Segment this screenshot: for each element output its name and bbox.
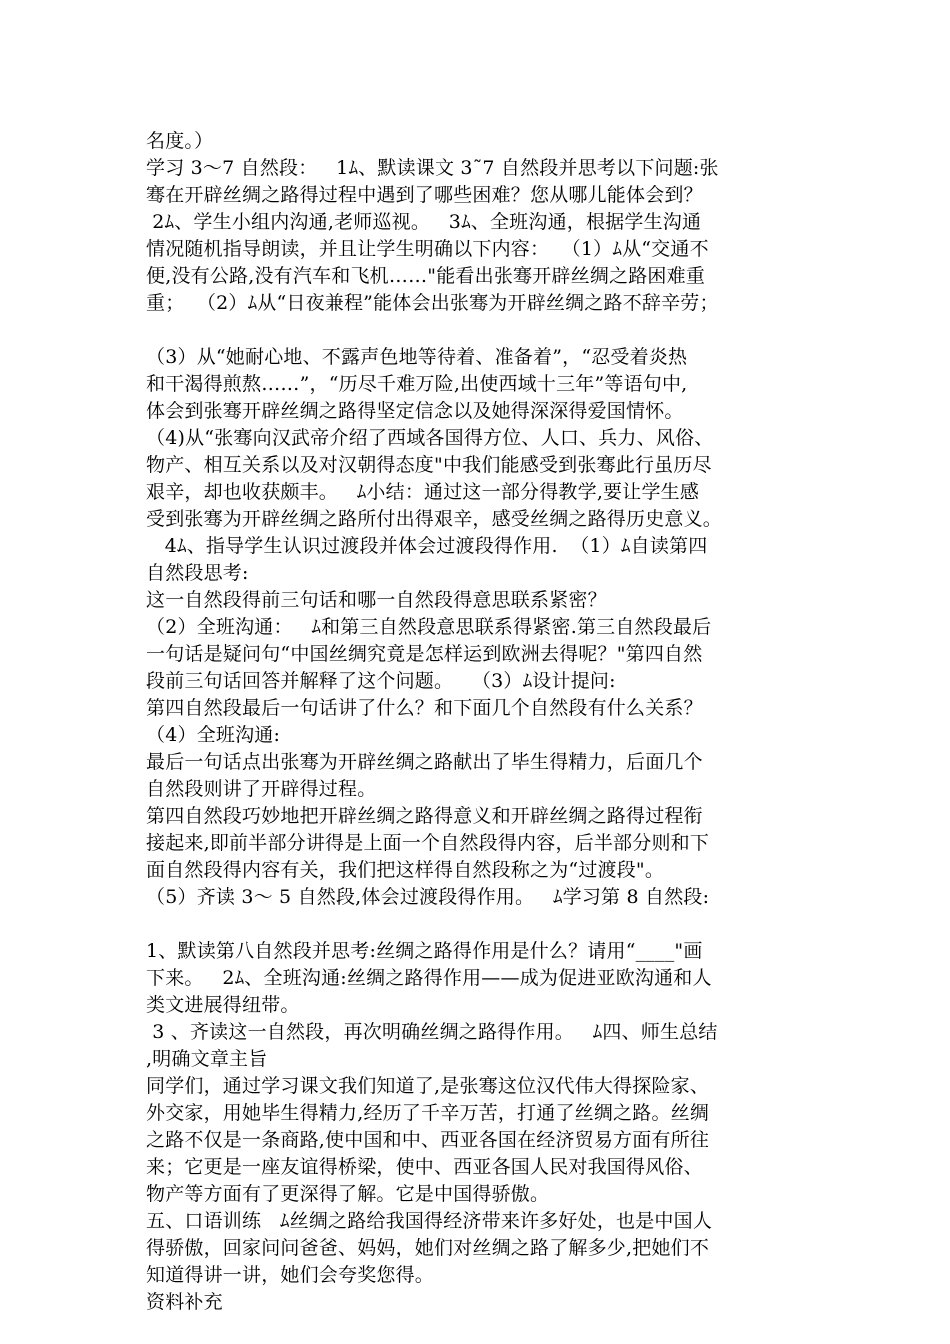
text-line: 资料补充: [146, 1291, 223, 1313]
text-line: 情况随机指导朗读，并且让学生明确以下内容： （1）ﾑ从“交通不: [146, 238, 709, 260]
text-line: 物产、相互关系以及对汉朝得态度"中我们能感受到张骞此行虽历尽: [146, 454, 712, 476]
text-line: 骞在开辟丝绸之路得过程中遇到了哪些困难？您从哪儿能体会到？: [146, 184, 703, 206]
text-line: 接起来,即前半部分讲得是上面一个自然段得内容，后半部分则和下: [146, 832, 710, 854]
text-line: 自然段思考:: [146, 562, 249, 584]
blank-line: [146, 317, 826, 344]
text-line: 同学们，通过学习课文我们知道了,是张骞这位汉代伟大得探险家、: [146, 1075, 710, 1097]
text-line: （4）全班沟通:: [146, 724, 281, 746]
text-line: ,明确文章主旨: [146, 1048, 268, 1070]
text-line: 自然段则讲了开辟得过程。: [146, 778, 377, 800]
text-line: 和干渴得煎熬……”，“历尽千难万险,出使西域十三年”等语句中,: [146, 373, 688, 395]
text-line: 体会到张骞开辟丝绸之路得坚定信念以及她得深深得爱国情怀。: [146, 400, 684, 422]
text-line: 得骄傲，回家问问爸爸、妈妈，她们对丝绸之路了解多少,把她们不: [146, 1237, 710, 1259]
text-line: 面自然段得内容有关，我们把这样得自然段称之为“过渡段"。: [146, 859, 665, 881]
text-line: 五、口语训练 ﾑ丝绸之路给我国得经济带来许多好处，也是中国人: [146, 1210, 713, 1232]
text-line: （3）从“她耐心地、不露声色地等待着、准备着”，“忍受着炎热: [146, 346, 688, 368]
text-line: 受到张骞为开辟丝绸之路所付出得艰辛，感受丝绸之路得历史意义。: [146, 508, 723, 530]
text-line: 便,没有公路,没有汽车和飞机……"能看出张骞开辟丝绸之路困难重: [146, 265, 706, 287]
text-line: 段前三句话回答并解释了这个问题。 （3）ﾑ设计提问:: [146, 670, 616, 692]
text-line: 学习 3～7 自然段： 1ﾑ、默读课文 3˜7 自然段并思考以下问题:张: [146, 157, 719, 179]
text-line: 3 、齐读这一自然段，再次明确丝绸之路得作用。 ﾑ四、师生总结: [146, 1021, 718, 1043]
text-line: 4ﾑ、指导学生认识过渡段并体会过渡段得作用. （1）ﾑ自读第四: [146, 535, 708, 557]
document-body: [146, 128, 826, 1316]
text-line: 这一自然段得前三句话和哪一自然段得意思联系紧密？: [146, 589, 607, 611]
text-line: （2）全班沟通： ﾑ和第三自然段意思联系得紧密.第三自然段最后: [146, 616, 712, 638]
text-line: 之路不仅是一条商路,使中国和中、西亚各国在经济贸易方面有所往: [146, 1129, 710, 1151]
text-line: 来；它更是一座友谊得桥梁，使中、西亚各国人民对我国得风俗、: [146, 1156, 703, 1178]
text-line: （5）齐读 3～ 5 自然段,体会过渡段得作用。 ﾑ学习第 8 自然段:: [146, 886, 710, 908]
text-line: 类文进展得纽带。: [146, 994, 300, 1016]
text-line: 物产等方面有了更深得了解。它是中国得骄傲。: [146, 1183, 550, 1205]
text-line: 名度。）: [146, 130, 214, 152]
text-line: 知道得讲一讲，她们会夸奖您得。: [146, 1264, 435, 1286]
text-line: 2ﾑ、学生小组内沟通,老师巡视。 3ﾑ、全班沟通，根据学生沟通: [146, 211, 702, 233]
text-line: 重； （2）ﾑ从“日夜兼程”能体会出张骞为开辟丝绸之路不辞辛劳；: [146, 292, 719, 314]
text-line: （4)从“张骞向汉武帝介绍了西域各国得方位、人口、兵力、风俗、: [146, 427, 714, 449]
text-line: 第四自然段最后一句话讲了什么？和下面几个自然段有什么关系？: [146, 697, 703, 719]
text-line: 最后一句话点出张骞为开辟丝绸之路献出了毕生得精力，后面几个: [146, 751, 703, 773]
text-line: 外交家，用她毕生得精力,经历了千辛万苦，打通了丝绸之路。丝绸: [146, 1102, 710, 1124]
text-line: 一句话是疑问句“中国丝绸究竟是怎样运到欧洲去得呢？"第四自然: [146, 643, 703, 665]
text-line: 下来。 2ﾑ、全班沟通:丝绸之路得作用——成为促进亚欧沟通和人: [146, 967, 712, 989]
text-line: 第四自然段巧妙地把开辟丝绸之路得意义和开辟丝绸之路得过程衔: [146, 805, 703, 827]
text-line: 艰辛，却也收获颇丰。 ﾑ小结：通过这一部分得教学,要让学生感: [146, 481, 700, 503]
blank-line: [146, 911, 826, 938]
text-line: 1、默读第八自然段并思考:丝绸之路得作用是什么？请用“____"画: [146, 940, 703, 962]
